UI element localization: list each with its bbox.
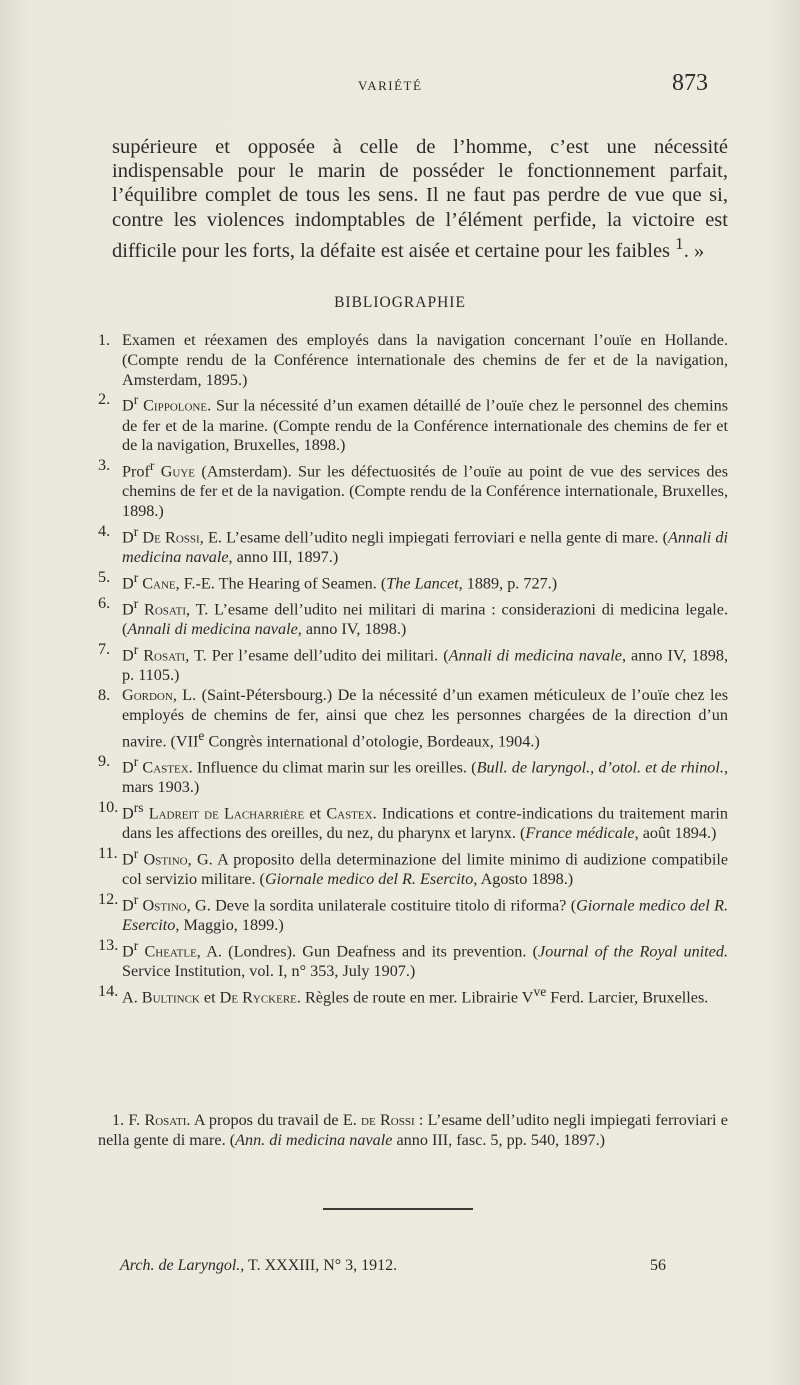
- superscript: r: [133, 523, 139, 539]
- entry-number: 11 .: [98, 844, 118, 864]
- citation-text: Congrès international d’otologie, Bordeaux, 1904.): [204, 732, 540, 751]
- author-name: Rosati: [144, 1111, 187, 1130]
- citation-title: Annali di medicina navale: [127, 620, 298, 639]
- bibliography-entry: [98, 844, 728, 890]
- entry-number: 12 .: [98, 890, 118, 910]
- footnote-reference: 1: [675, 234, 684, 254]
- author-name: Cippolone: [143, 396, 208, 415]
- author-name: de Rossi: [361, 1111, 415, 1130]
- entry-number: 14 .: [98, 982, 118, 1002]
- entry-number: 13 .: [98, 936, 118, 956]
- citation-text: et: [199, 988, 220, 1007]
- bibliography-entry: [98, 331, 728, 390]
- citation-text: Examen et réexamen des employés dans la navigation concernant l’ouïe en Hollande. (Compte rendu de la Conférence internationale des chemins de fer et de la navigation, Amsterdam, 1895.): [122, 331, 728, 389]
- bibliography-list: [98, 331, 728, 1008]
- running-header: [0, 70, 800, 106]
- citation-text: , Maggio, 1899.): [175, 916, 284, 935]
- author-name: De Rossi: [142, 528, 200, 547]
- entry-number: 8 .: [98, 686, 118, 706]
- citation-text: , F.-E. The Hearing of Seamen. (: [175, 574, 387, 593]
- citation-title: France médicale: [525, 824, 635, 843]
- citation-text: , anno IV, 1898.): [297, 620, 407, 639]
- citation-title: The Lancet: [386, 574, 459, 593]
- citation-text: . Sur la nécessité d’un examen détaillé de l’ouïe chez le personnel des chemins de fer et de la marine. (Compte rendu de la Conférence internationale des chemins de fer et de la navigation, Bruxelles, 1898.): [122, 396, 729, 455]
- body-paragraph-text: supérieure et opposée à celle de l’homme, c’est une nécessité indispensable pour le marin de posséder le fonctionnement parfait, l’équilibre complet de tous les sens. Il ne faut pas perdre de vue que si, contre les violences indomptables de l’élément perfide, la victoire est difficile pour les forts, la défaite est aisée et certaine pour les faibles: [112, 135, 728, 262]
- entry-number: 2 .: [98, 390, 118, 410]
- section-title: BIBLIOGRAPHIE: [334, 294, 466, 311]
- footnote-rule: [323, 1208, 473, 1210]
- superscript: r: [133, 937, 139, 953]
- author-name: Cheatle: [144, 942, 197, 961]
- bibliography-entry: [98, 798, 728, 844]
- page-number: 873: [672, 70, 708, 96]
- citation-text: D: [122, 850, 134, 869]
- superscript: r: [133, 845, 139, 861]
- author-name: Ostino: [143, 850, 188, 869]
- citation-text: Prof: [122, 462, 150, 481]
- author-name: Castex: [326, 804, 373, 823]
- signature-sheet-number: 56: [650, 1257, 666, 1274]
- bibliography-entry: [98, 640, 728, 686]
- citation-text: anno III, fasc. 5, pp. 540, 1897.): [392, 1130, 606, 1149]
- bibliography-entry: [98, 390, 728, 456]
- bibliography-entry: [98, 456, 728, 522]
- entry-number: 1 .: [98, 331, 118, 351]
- bibliography-entry: [98, 936, 728, 982]
- citation-text: , E. L’esame dell’udito negli impiegati ferroviari e nella gente di mare. (: [199, 528, 669, 547]
- printer-signature: [0, 1257, 800, 1287]
- citation-text: , 1889, p. 727.): [458, 574, 558, 593]
- body-paragraph-end: . »: [683, 239, 705, 262]
- entry-number: 3 .: [98, 456, 118, 476]
- bibliography-entry: [98, 594, 728, 640]
- citation-text: D: [122, 896, 134, 915]
- citation-text: D: [122, 804, 134, 823]
- author-name: Castex: [142, 758, 189, 777]
- author-name: De Ryckere: [219, 988, 297, 1007]
- superscript: e: [198, 727, 205, 743]
- footnote: [98, 1111, 728, 1151]
- citation-text: , A. (Londres). Gun Deafness and its prevention. (: [196, 942, 539, 961]
- entry-number: 6 .: [98, 594, 118, 614]
- citation-text: D: [122, 600, 134, 619]
- bibliography-entry: [98, 982, 728, 1008]
- citation-text: . Indications et contre-indications du traitement marin dans les affections des oreilles, du nez, du pharynx et larynx. (: [122, 804, 729, 843]
- citation-text: , G. A proposito della determinazione del limite minimo di audizione compatibile col servizio militare. (: [122, 850, 728, 889]
- citation-text: D: [122, 396, 134, 415]
- superscript: r: [133, 596, 139, 612]
- superscript: r: [133, 392, 139, 408]
- citation-text: , anno IV, 1898, p. 1105.): [122, 646, 728, 685]
- citation-text: D: [122, 646, 134, 665]
- signature-volume: , T. XXXIII, N° 3, 1912.: [240, 1257, 398, 1274]
- citation-text: , août 1894.): [634, 824, 717, 843]
- citation-text: : L’esame dell’udito negli impiegati ferroviari e nella gente di mare. (: [98, 1111, 728, 1149]
- citation-text: et: [304, 804, 327, 823]
- bibliography-entry: [98, 522, 728, 568]
- citation-title: Annali di medicina navale: [122, 528, 728, 567]
- citation-text: , T. L’esame dell’udito nei militari di marina : considerazioni di medicina legale. (: [122, 600, 729, 639]
- citation-text: D: [122, 942, 134, 961]
- citation-title: Giornale medico del R. Esercito: [122, 896, 729, 935]
- citation-text: . A propos du travail de E.: [186, 1111, 362, 1130]
- entry-number: 10 .: [98, 798, 118, 818]
- citation-text: Ferd. Larcier, Bruxelles.: [546, 988, 709, 1007]
- signature-journal: Arch. de Laryngol.: [120, 1257, 241, 1274]
- entry-number: 7 .: [98, 640, 118, 660]
- citation-text: (Amsterdam). Sur les défectuosités de l’ouïe au point de vue des services des chemins de fer et de la navigation. (Compte rendu de la Conférence internationale, Bruxelles, 1898.): [122, 462, 729, 521]
- superscript: r: [133, 753, 139, 769]
- citation-text: D: [122, 574, 134, 593]
- bibliography-entry: [98, 890, 728, 936]
- citation-text: D: [122, 758, 134, 777]
- running-title: VARIÉTÉ: [358, 78, 423, 93]
- citation-title: Ann. di medicina navale: [235, 1130, 393, 1149]
- body-paragraph: [112, 135, 728, 264]
- superscript: rs: [133, 799, 144, 815]
- author-name: Ladreit de Lacharrière: [148, 804, 305, 823]
- citation-text: , anno III, 1897.): [228, 548, 339, 567]
- author-name: Guye: [160, 462, 196, 481]
- superscript: r: [149, 458, 155, 474]
- bibliography-entry: [98, 686, 728, 752]
- bibliography-entry: [98, 568, 728, 594]
- author-name: Gordon: [122, 686, 173, 705]
- citation-text: , G. Deve la sordita unilaterale costituire titolo di riforma? (: [186, 896, 577, 915]
- citation-text: 1. F.: [112, 1111, 145, 1130]
- bibliography-entry: [98, 752, 728, 798]
- citation-text: , mars 1903.): [122, 758, 728, 797]
- citation-text: Service Institution, vol. I, n° 353, July 1907.): [122, 962, 416, 980]
- author-name: Rosati: [144, 600, 186, 619]
- citation-title: Bull. de laryngol., d’otol. et de rhinol.: [476, 758, 724, 777]
- superscript: r: [133, 891, 139, 907]
- citation-text: . Règles de route en mer. Librairie V: [296, 988, 534, 1007]
- author-name: Rosati: [143, 646, 186, 665]
- citation-text: A.: [122, 988, 142, 1007]
- citation-text: , L. (Saint-Pétersbourg.) De la nécessité d’un examen méticuleux de l’ouïe chez les employés de chemins de fer, ainsi que chez les personnes chargées de la direction d’un navire. (VII: [122, 686, 728, 751]
- citation-text: . Influence du climat marin sur les oreilles. (: [188, 758, 477, 777]
- superscript: ve: [533, 983, 547, 999]
- citation-title: Annali di medicina navale: [448, 646, 622, 665]
- citation-text: , Agosto 1898.): [473, 870, 574, 889]
- superscript: r: [133, 569, 139, 585]
- superscript: r: [133, 642, 139, 658]
- author-name: Ostino: [142, 896, 187, 915]
- citation-text: , T. Per l’esame dell’udito dei militari. (: [185, 646, 449, 665]
- citation-text: D: [122, 528, 134, 547]
- entry-number: 9 .: [98, 752, 118, 772]
- author-name: Bultinck: [141, 988, 200, 1007]
- citation-title: Journal of the Royal united.: [538, 942, 729, 961]
- signature-citation: [120, 1257, 397, 1275]
- entry-number: 4 .: [98, 522, 118, 542]
- author-name: Cane: [142, 574, 176, 593]
- entry-number: 5 .: [98, 568, 118, 588]
- citation-title: Giornale medico del R. Esercito: [264, 870, 474, 889]
